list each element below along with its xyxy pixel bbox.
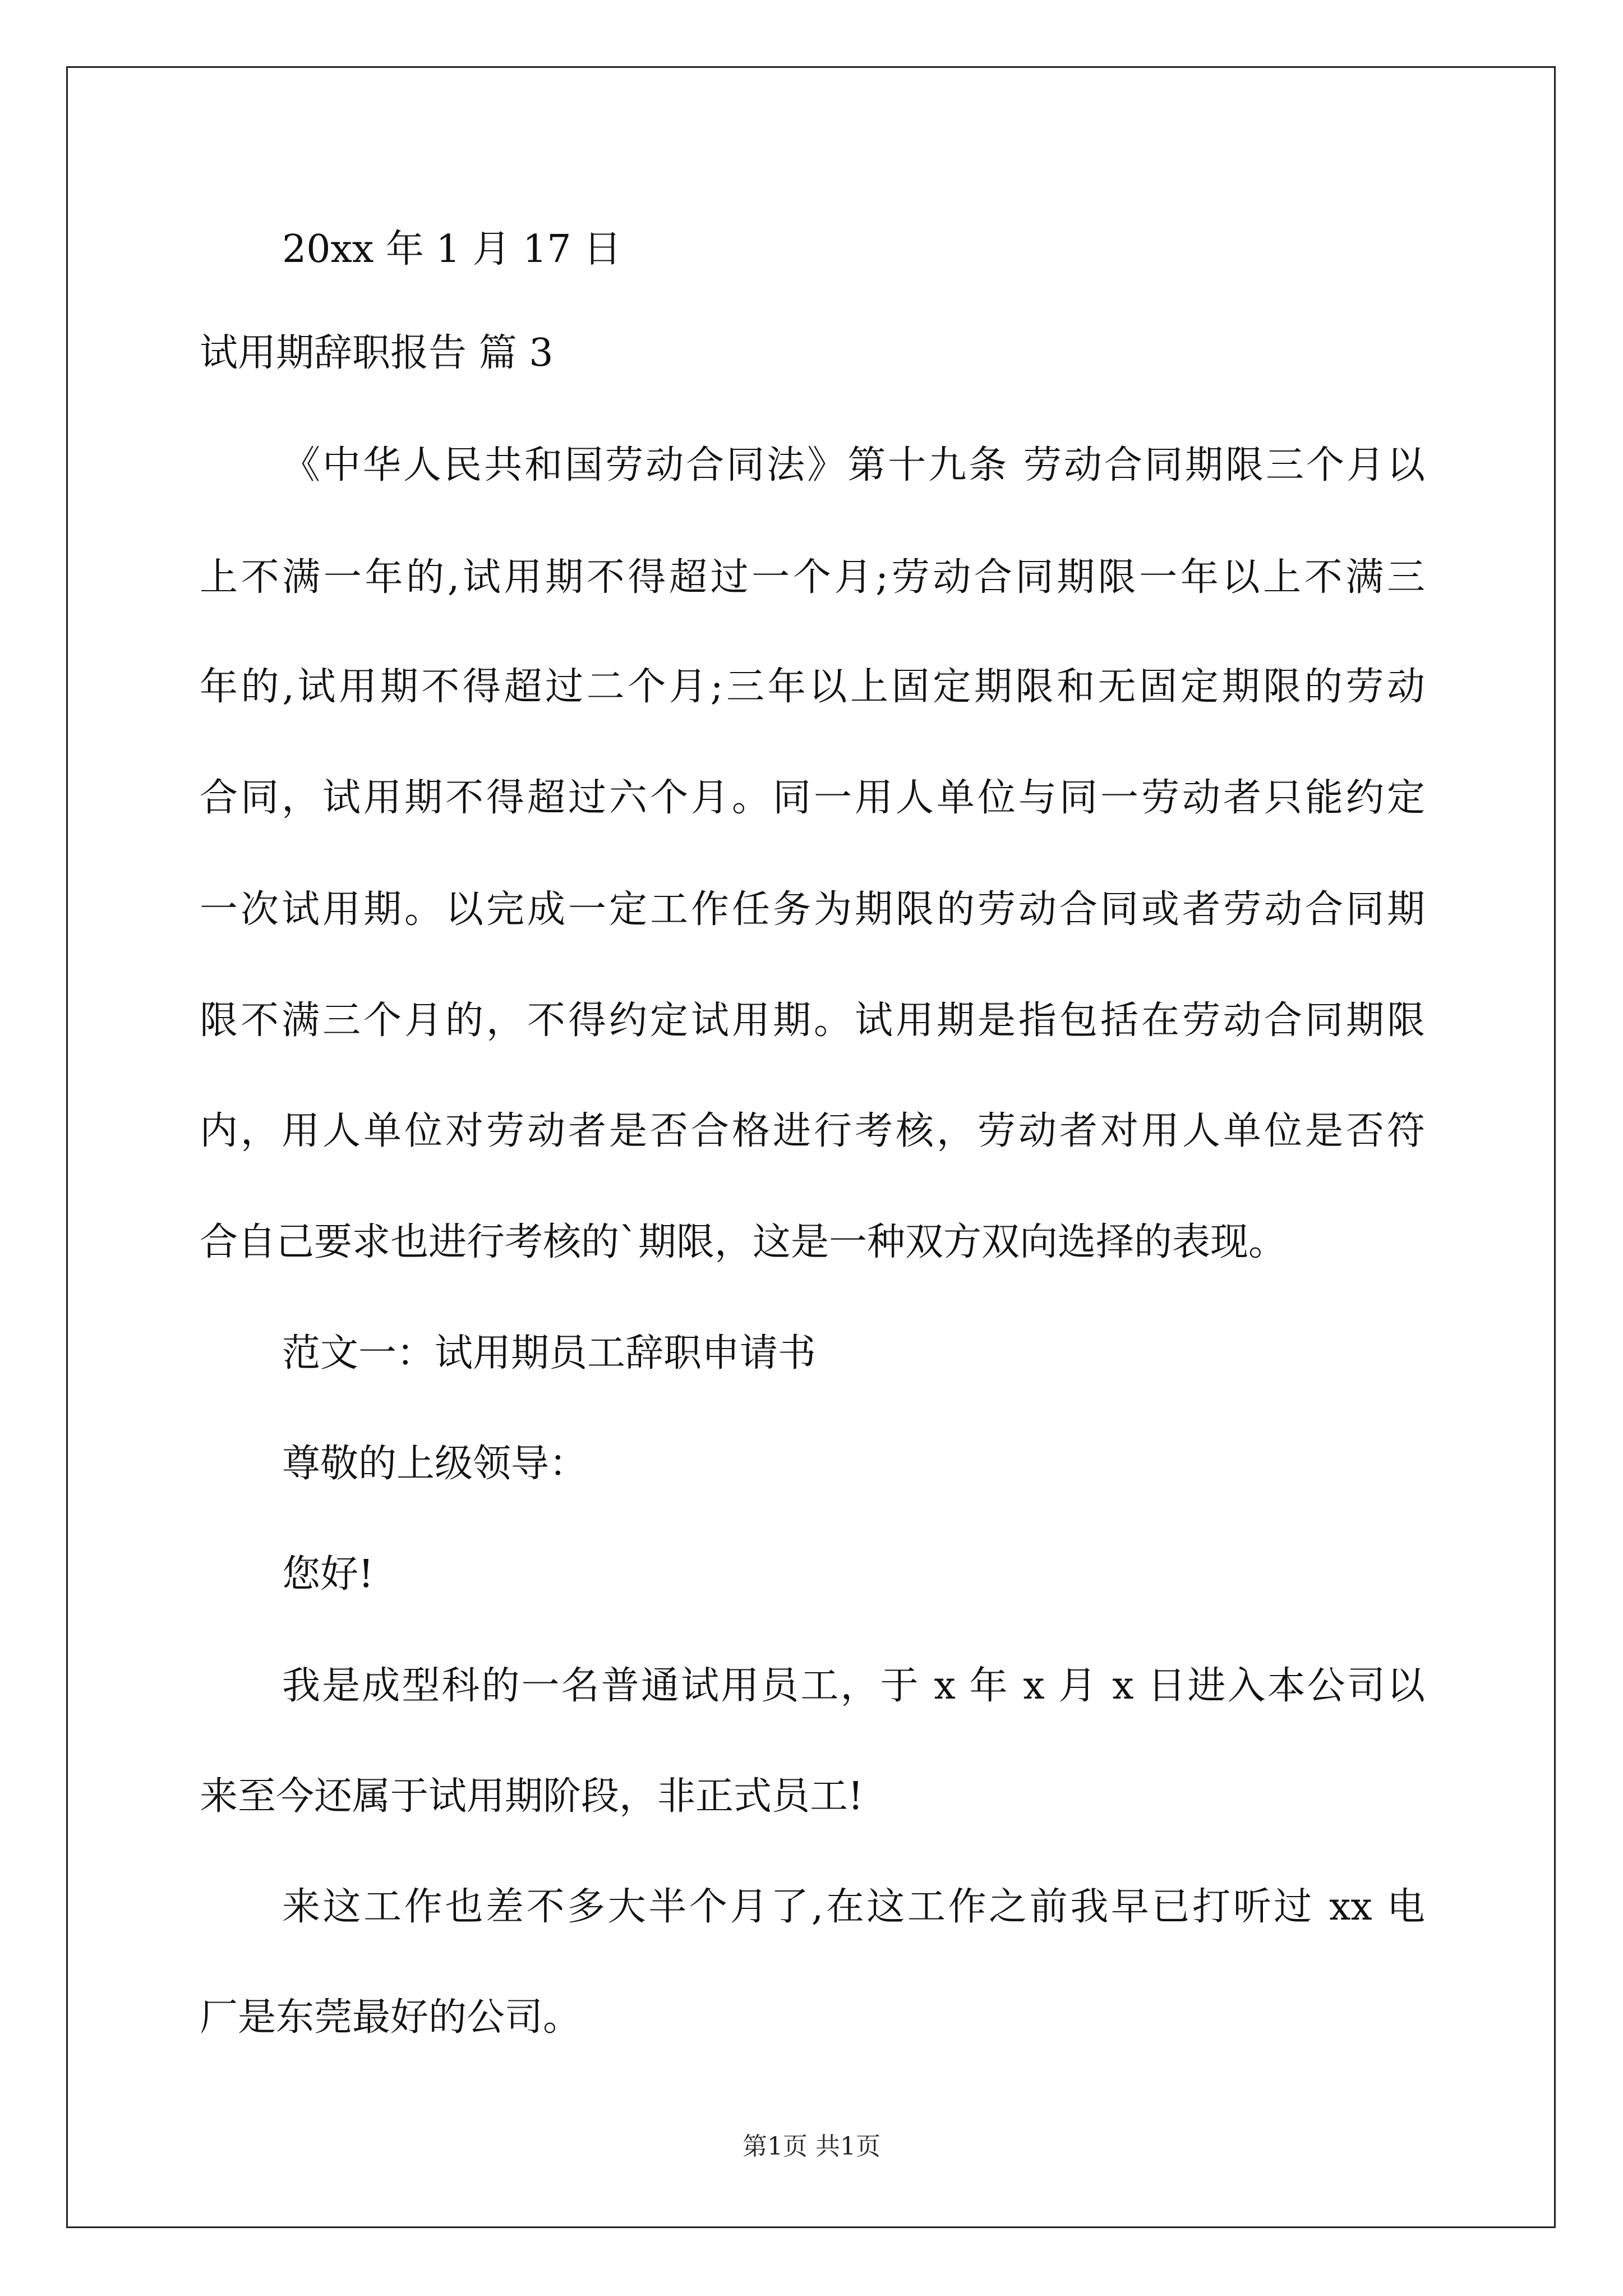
- paragraph-line: 年的,试用期不得超过二个月;三年以上固定期限和无固定期限的劳动: [200, 665, 1425, 709]
- paragraph-line: 合自己要求也进行考核的`期限，这是一种双方双向选择的表现。: [200, 1220, 1287, 1264]
- date-line: 20xx 年 1 月 17 日: [282, 227, 622, 272]
- section-heading: 试用期辞职报告 篇 3: [200, 331, 554, 375]
- paragraph-line: 上不满一年的,试用期不得超过一个月;劳动合同期限一年以上不满三: [200, 555, 1425, 600]
- greeting: 您好!: [282, 1552, 374, 1596]
- paragraph-line: 一次试用期。以完成一定工作任务为期限的劳动合同或者劳动合同期: [200, 887, 1425, 932]
- paragraph-line: 内，用人单位对劳动者是否合格进行考核，劳动者对用人单位是否符: [200, 1109, 1425, 1153]
- sample-title: 范文一：试用期员工辞职申请书: [282, 1331, 817, 1375]
- paragraph-line: 限不满三个月的，不得约定试用期。试用期是指包括在劳动合同期限: [200, 999, 1425, 1043]
- paragraph-line: 厂是东莞最好的公司。: [200, 1995, 582, 2040]
- salutation: 尊敬的上级领导：: [282, 1442, 588, 1486]
- paragraph-line: 来至今还属于试用期阶段，非正式员工!: [200, 1774, 864, 1819]
- paragraph-line: 合同，试用期不得超过六个月。同一用人单位与同一劳动者只能约定: [200, 776, 1425, 820]
- paragraph-line: 来这工作也差不多大半个月了,在这工作之前我早已打听过 xx 电: [282, 1885, 1425, 1929]
- paragraph-line: 我是成型科的一名普通试用员工，于 x 年 x 月 x 日进入本公司以: [282, 1664, 1425, 1708]
- page-number-footer: 第1页 共1页: [743, 2132, 880, 2161]
- paragraph-line: 《中华人民共和国劳动合同法》第十九条 劳动合同期限三个月以: [282, 443, 1425, 487]
